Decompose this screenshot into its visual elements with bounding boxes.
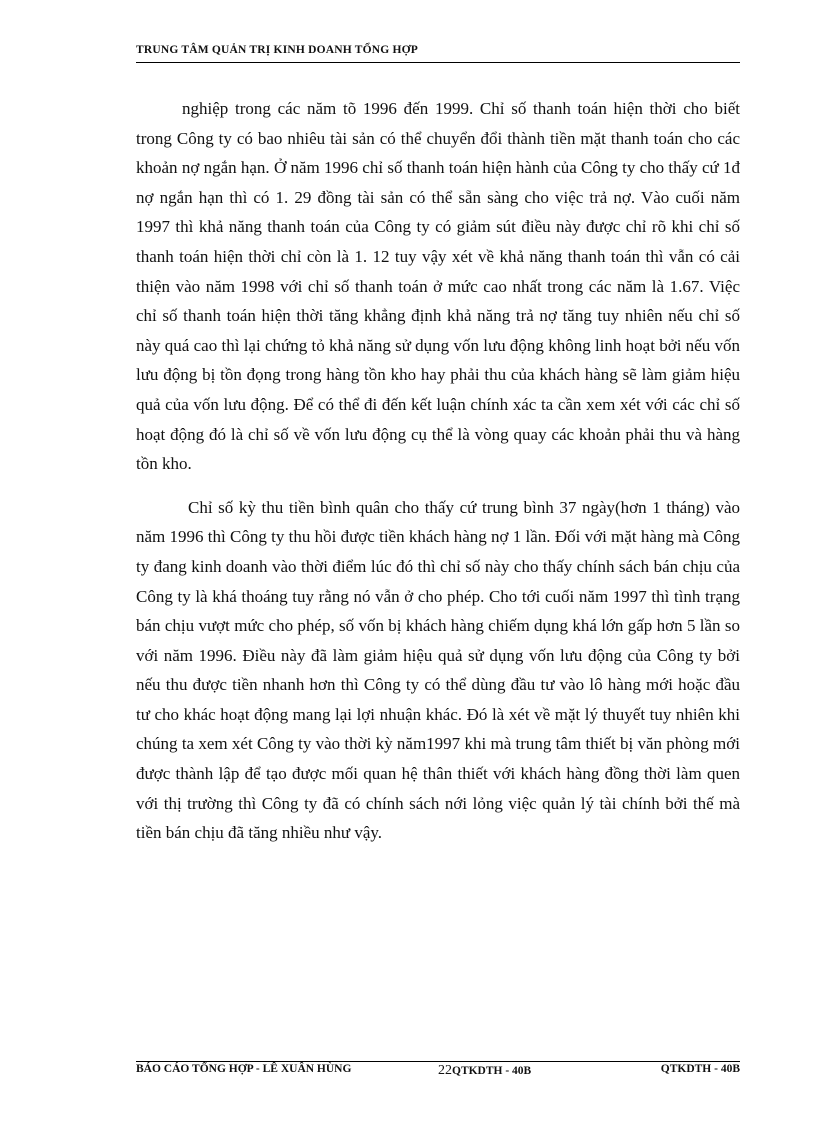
header-divider xyxy=(136,62,740,63)
footer-center xyxy=(438,1063,531,1079)
header-title: TRUNG TÂM QUẢN TRỊ KINH DOANH TỔNG HỢP xyxy=(136,44,419,56)
paragraph: nghiệp trong các năm tõ 1996 đến 1999. Chỉ số thanh toán hiện thời cho biết trong Công ty có bao nhiêu tài sản có thể chuyển đổi thành tiền mặt thanh toán cho các khoản nợ ngắn hạn. Ở năm 1996 chỉ số thanh toán hiện hành của Công ty cho thấy cứ 1đ nợ ngắn hạn thì có 1. 29 đồng tài sản có thể sẵn sàng cho việc trả nợ. Vào cuối năm 1997 thì khả năng thanh toán của Công ty có giảm sút điều này được chỉ rõ khi chỉ số thanh toán hiện thời chỉ còn là 1. 12 tuy vậy xét về khả năng thanh toán thì vẫn có cải thiện vào năm 1998 với chỉ số thanh toán ở mức cao nhất trong các năm là 1.67. Việc chỉ số thanh toán hiện thời tăng khẳng định khả năng trả nợ tăng tuy nhiên nếu chỉ số này quá cao thì lại chứng tỏ khả năng sử dụng vốn lưu động không linh hoạt bởi nếu vốn lưu động bị tồn đọng trong hàng tồn kho hay phải thu của khách hàng sẽ làm giảm hiệu quả của vốn lưu động. Để có thể đi đến kết luận chính xác ta cần xem xét với các chỉ số hoạt động đó là chỉ số về vốn lưu động cụ thể là vòng quay các khoản phải thu và hàng tồn kho. xyxy=(136,99,740,474)
document-body xyxy=(136,94,740,848)
footer-report-author: BÁO CÁO TỔNG HỢP - LÊ XUÂN HÙNG xyxy=(136,1063,352,1075)
footer-divider xyxy=(136,1061,740,1062)
paragraph: Chỉ số kỳ thu tiền bình quân cho thấy cứ trung bình 37 ngày(hơn 1 tháng) vào năm 1996 thì Công ty thu hồi được tiền khách hàng nợ 1 lần. Đối với mặt hàng mà Công ty đang kinh doanh vào thời điểm lúc đó thì chỉ số này cho thấy chính sách bán chịu của Công ty là khá thoáng tuy rằng nó vẫn ở cho phép. Cho tới cuối năm 1997 thì tình trạng bán chịu vượt mức cho phép, số vốn bị khách hàng chiếm dụng khá lớn gấp hơn 5 lần so với năm 1996. Điều này đã làm giảm hiệu quả sử dụng vốn lưu động của Công ty bởi nếu thu được tiền nhanh hơn thì Công ty có thể dùng đầu tư vào lô hàng mới hoặc đầu tư cho khác hoạt động mang lại lợi nhuận khác. Đó là xét về mặt lý thuyết tuy nhiên khi chúng ta xem xét Công ty vào thời kỳ năm1997 khi mà trung tâm thiết bị văn phòng mới được thành lập để tạo được mối quan hệ thân thiết với khách hàng đồng thời làm quen với thị trường thì Công ty đã có chính sách nới lỏng việc quản lý tài chính bởi thế mà tiền bán chịu đã tăng nhiều như vậy. xyxy=(136,497,740,843)
footer-class-code: QTKDTH - 40B xyxy=(452,1065,532,1077)
footer-class-code-right: QTKDTH - 40B xyxy=(660,1063,740,1075)
page-header xyxy=(136,44,740,56)
page-footer xyxy=(136,1063,740,1081)
page-number: 22 xyxy=(438,1063,452,1078)
